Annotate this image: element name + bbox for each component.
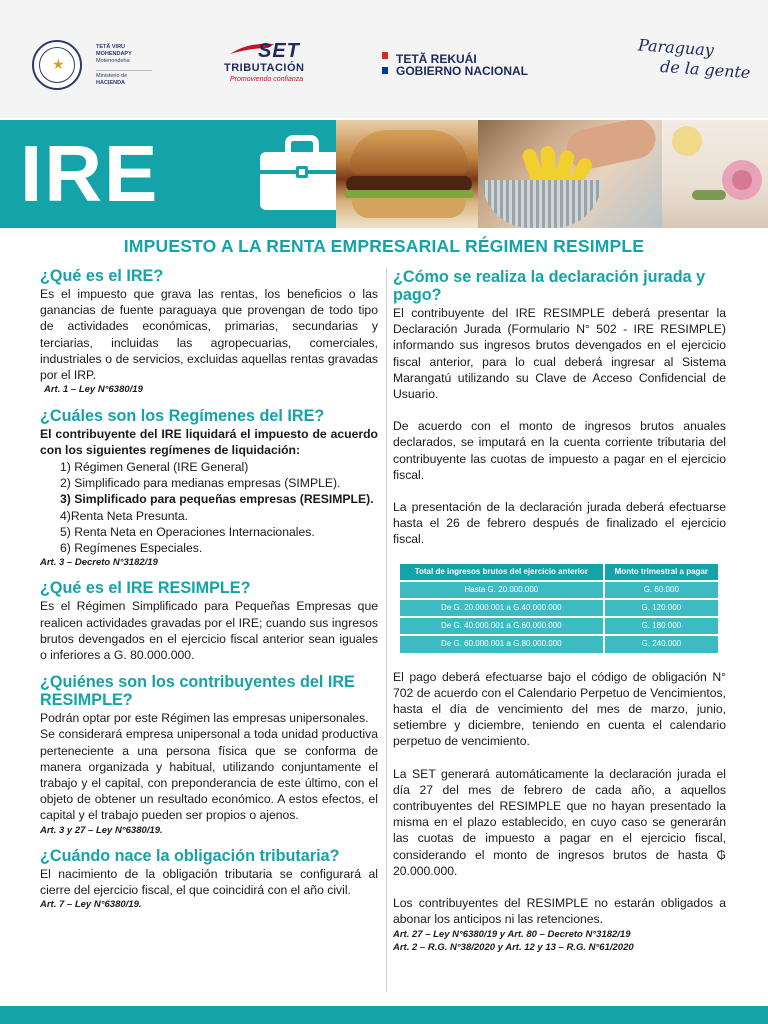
- section-body-what-is-ire: Es el impuesto que grava las rentas, los beneficios o las ganancias de fuente paraguaya que provengan de todo tipo de actividades económicas, primarias, secundarias y terciarias, incluidas las agropecuarias, comerciales, industriales o de servicios, excluidas aquellas rentas gravadas por el IRP.: [40, 287, 378, 383]
- list-item: 4)Renta Neta Presunta.: [60, 508, 189, 523]
- table-cell: G. 240.000: [605, 636, 718, 652]
- table-row: [400, 600, 718, 616]
- set-slogan: Promoviendo confianza: [230, 76, 304, 83]
- table-row: [400, 582, 718, 598]
- flowers-photo: [662, 120, 768, 228]
- table-cell: Hasta G. 20.000.000: [400, 582, 603, 598]
- footer-bar: [0, 1006, 768, 1024]
- table-cell: De G. 20.000.001 a G.40.000.000: [400, 600, 603, 616]
- ministry-name-guarani: TETÃ VIRU MOHENDAPY Motenondeha: [96, 44, 132, 64]
- banner-title: IRE: [20, 129, 160, 218]
- ministry-name-spanish: Ministerio de HACIENDA: [96, 70, 152, 87]
- section-body-obligation: El nacimiento de la obligación tributaria se configurará al cierre del ejercicio fiscal, el que coincidirá con el año civil.: [40, 866, 378, 897]
- banner: [0, 120, 768, 228]
- payment-table: [398, 562, 720, 655]
- section-heading-what-is-ire: ¿Qué es el IRE?: [40, 267, 164, 285]
- table-row: [400, 636, 718, 652]
- paragraph: De acuerdo con el monto de ingresos brutos anuales declarados, se imputará en la cuenta corriente tributaria del contribuyente las cuotas de impuesto a pagar en el ejercicio fiscal.: [393, 419, 726, 482]
- column-divider: [386, 268, 387, 992]
- brand-slogan-line-2: de la gente: [659, 56, 752, 83]
- law-reference: Art. 27 – Ley N°6380/19 y Art. 80 – Decreto N°3182/19: [393, 928, 631, 940]
- section-lead-regimes: El contribuyente del IRE liquidará el impuesto de acuerdo con los siguientes regímenes de liquidación:: [40, 427, 378, 458]
- law-reference: Art. 2 – R.G. N°38/2020 y Art. 12 y 13 – R.G. N°61/2020: [393, 941, 634, 953]
- table-cell: De G. 60.000.001 a G.80.000.000: [400, 636, 603, 652]
- left-column: [40, 267, 378, 911]
- paragraph: El contribuyente del IRE RESIMPLE deberá presentar la Declaración Jurada (Formulario N° 502 - IRE RESIMPLE) informando sus ingresos brutos devengados en el ejercicio fiscal anterior, para lo cual deberá ingresar al Sistema Marangatú utilizando su Clave de Acceso Confidencial de Usuario.: [393, 306, 726, 402]
- brand-slogan-line-1: Paraguay: [637, 35, 715, 60]
- law-reference: Art. 3 y 27 – Ley N°6380/19.: [40, 824, 163, 836]
- table-cell: G. 60.000: [605, 582, 718, 598]
- section-heading-taxpayers: ¿Quiénes son los contribuyentes del IRE RESIMPLE?: [40, 673, 355, 710]
- burger-photo: [336, 120, 478, 228]
- bananas-photo: [478, 120, 662, 228]
- table-cell: G. 180.000: [605, 618, 718, 634]
- list-item: 6) Regímenes Especiales.: [60, 541, 203, 556]
- table-row: [400, 618, 718, 634]
- section-heading-obligation: ¿Cuándo nace la obligación tributaria?: [40, 846, 340, 865]
- section-heading-declaration: ¿Cómo se realiza la declaración jurada y pago?: [393, 268, 706, 304]
- right-column: [393, 268, 726, 954]
- law-reference: Art. 1 – Ley N°6380/19: [44, 384, 143, 396]
- section-heading-resimple: ¿Qué es el IRE RESIMPLE?: [40, 579, 251, 598]
- set-subtitle: TRIBUTACIÓN: [224, 62, 305, 74]
- gob-line-2: GOBIERNO NACIONAL: [396, 64, 528, 78]
- set-logo: [222, 40, 322, 92]
- table-header-cell: Total de ingresos brutos del ejercicio anterior: [400, 564, 603, 580]
- paragraph: Los contribuyentes del RESIMPLE no estarán obligados a abonar los anticipos ni las retenciones.: [393, 896, 726, 927]
- law-reference: Art. 7 – Ley N°6380/19.: [40, 899, 142, 911]
- gob-line-1: TETÃ REKUÁI: [396, 52, 477, 66]
- list-item: 5) Renta Neta en Operaciones Internacionales.: [60, 524, 315, 539]
- table-header-cell: Monto trimestral a pagar: [605, 564, 718, 580]
- regimes-list: [60, 459, 378, 557]
- paragraph: La presentación de la declaración jurada deberá efectuarse hasta el 26 de febrero después de finalizado el ejercicio fiscal.: [393, 500, 726, 547]
- paragraph: El pago deberá efectuarse bajo el código de obligación N° 702 de acuerdo con el Calendario Perpetuo de Vencimientos, hasta el día de vencimiento del mes de marzo, junio, setiembre y diciembre, teniendo en cuenta el calendario perpetuo de vencimiento.: [393, 669, 726, 749]
- list-item: 3) Simplificado para pequeñas empresas (RESIMPLE).: [60, 492, 374, 507]
- briefcase-icon: [256, 132, 348, 216]
- law-reference: Art. 3 – Decreto N°3182/19: [40, 557, 158, 569]
- list-item: 1) Régimen General (IRE General): [60, 459, 249, 474]
- flag-icon: [382, 52, 388, 74]
- set-wordmark: SET: [258, 40, 300, 62]
- section-body-taxpayers-1: Podrán optar por este Régimen las empresas unipersonales.: [40, 711, 369, 726]
- table-header-row: [400, 564, 718, 580]
- table-cell: De G. 40.000.001 a G.60.000.000: [400, 618, 603, 634]
- paragraph: La SET generará automáticamente la declaración jurada el día 27 del mes de febrero de cada año, a aquellos contribuyentes del RESIMPLE que no hayan presentado la misma en el plazo establecido, en cuyo caso se generarán las cuotas de impuesto a pagar en el ejercicio fiscal, considerando el monto de ingresos brutos de hasta ₲ 20.000.000.: [393, 766, 726, 878]
- header: [0, 0, 768, 118]
- section-body-taxpayers-2: Se considerará empresa unipersonal a toda unidad productiva perteneciente a una persona física que se conforma de manera organizada y habitual, utilizando conjuntamente el trabajo y el capital, con preponderancia de este último, con el objeto de obtener un resultado económico. A estos efectos, el capital y el trabajo pueden ser propios o ajenos.: [40, 727, 378, 823]
- table-cell: G. 120.000: [605, 600, 718, 616]
- main-title: IMPUESTO A LA RENTA EMPRESARIAL RÉGIMEN RESIMPLE: [123, 236, 645, 256]
- section-heading-regimes: ¿Cuáles son los Regímenes del IRE?: [40, 407, 325, 426]
- list-item: 2) Simplificado para medianas empresas (SIMPLE).: [60, 475, 341, 490]
- section-body-resimple: Es el Régimen Simplificado para Pequeñas Empresas que realicen actividades gravadas por el IRE; cuando sus ingresos brutos devengados en el ejercicio fiscal anterior sean iguales o inferiores a G. 80.000.000.: [40, 599, 378, 663]
- national-seal-icon: ★: [32, 40, 82, 90]
